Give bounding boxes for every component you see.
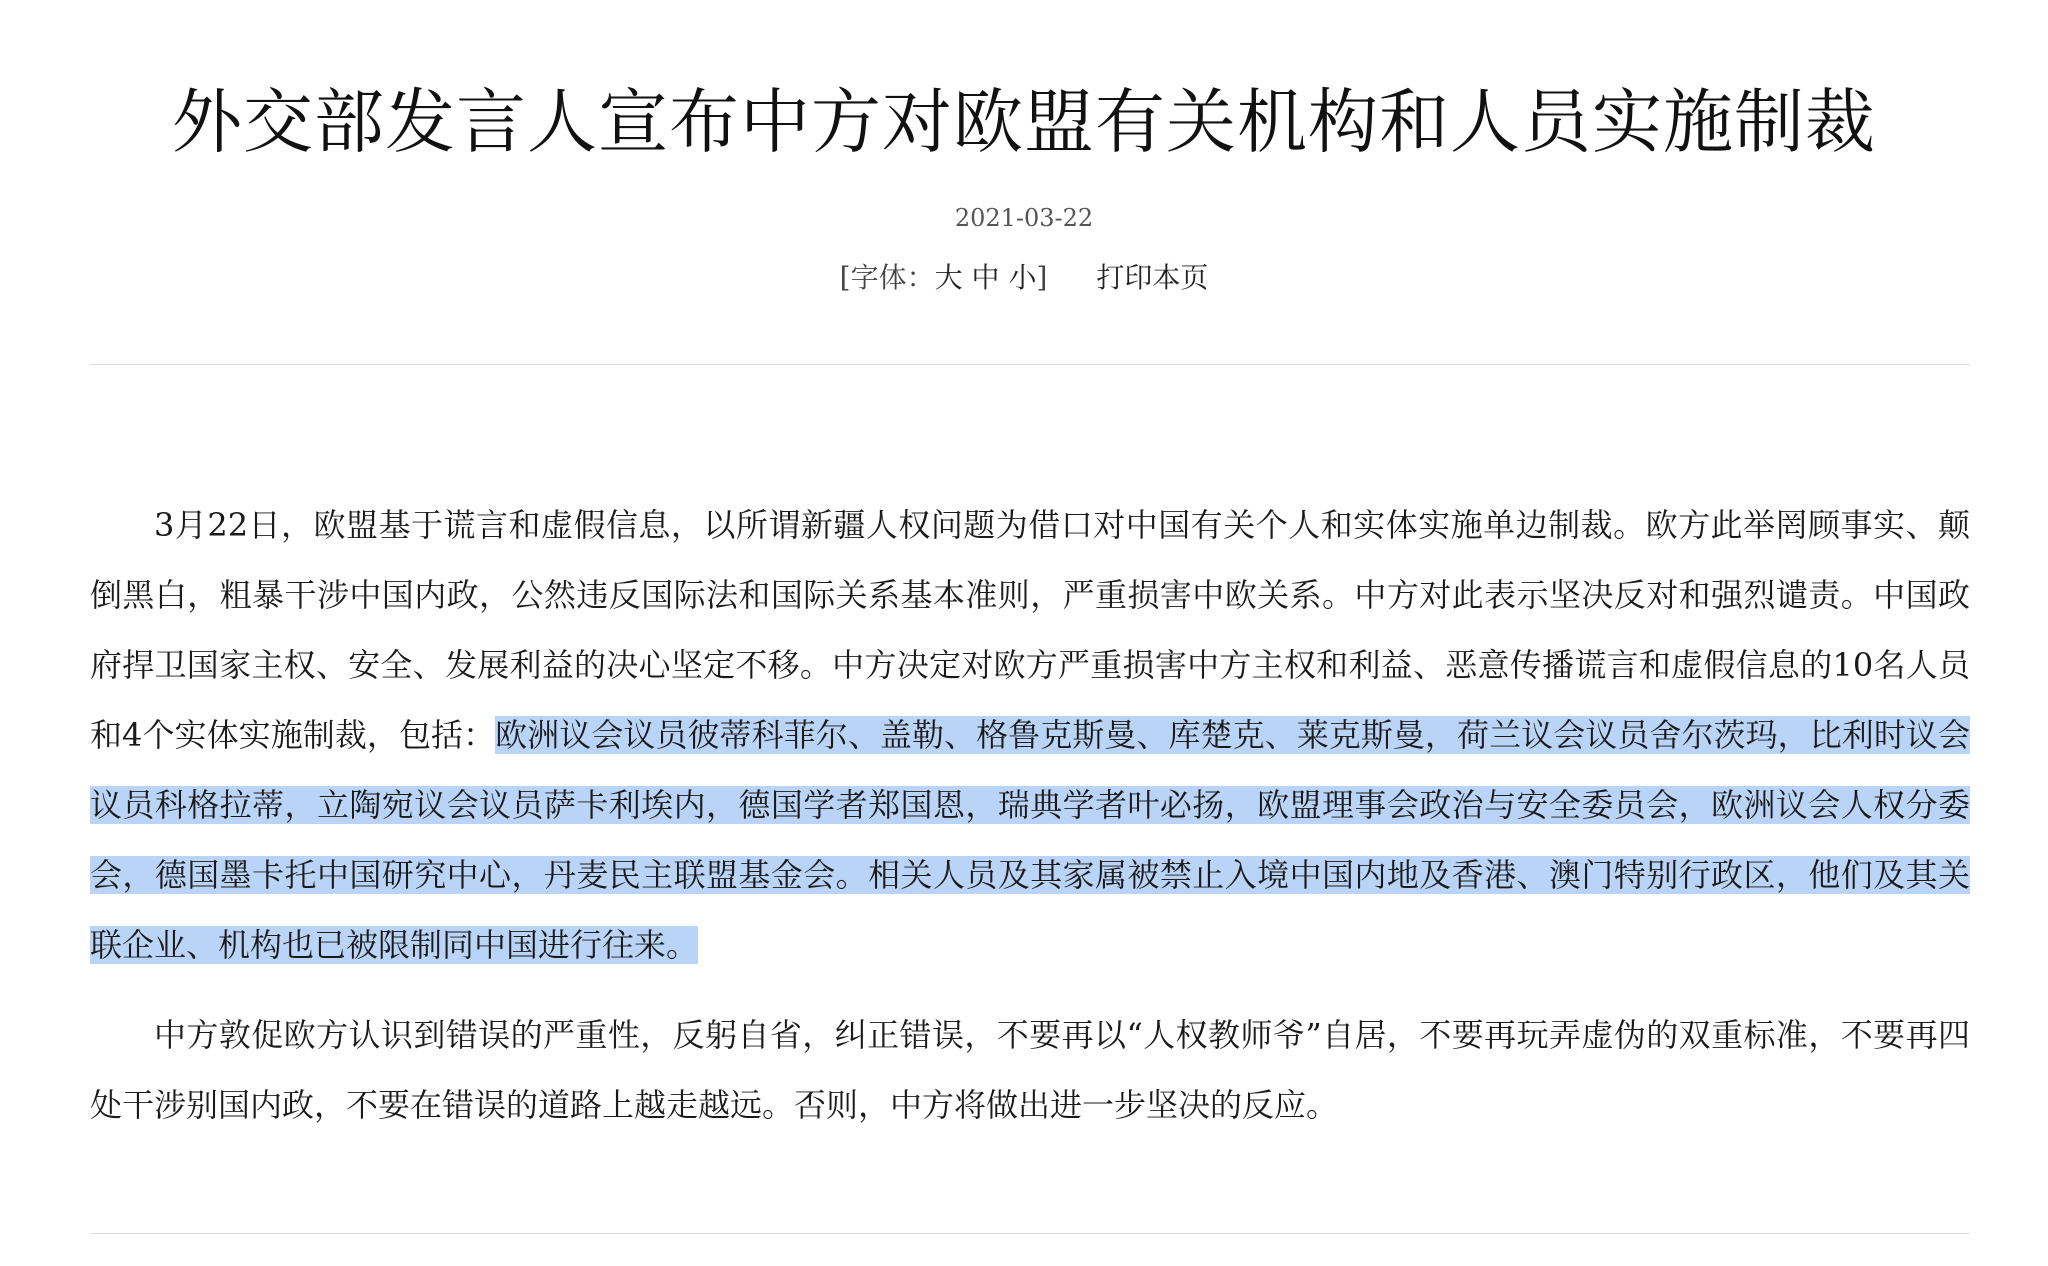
paragraph-2: 中方敦促欧方认识到错误的严重性，反躬自省，纠正错误，不要再以“人权教师爷”自居，不要再玩弄虚伪的双重标准，不要再四处干涉别国内政，不要在错误的道路上越走越远。否则，中方将做出进一步坚决的反应。 (90, 1016, 1970, 1124)
print-page-link[interactable]: 打印本页 (1096, 261, 1209, 294)
publish-date: 2021-03-22 (954, 204, 1094, 232)
article-body (90, 490, 1970, 1140)
font-size-medium-link[interactable]: 中 (971, 261, 1000, 294)
font-size-small-link[interactable]: 小 (1008, 261, 1037, 294)
font-size-large-link[interactable]: 大 (934, 261, 963, 294)
selected-text-highlight[interactable]: 欧洲议会议员彼蒂科菲尔、盖勒、格鲁克斯曼、库楚克、莱克斯曼，荷兰议会议员舍尔茨玛，比利时议会议员科格拉蒂，立陶宛议会议员萨卡利埃内，德国学者郑国恩，瑞典学者叶必扬，欧盟理事会政治与安全委员会，欧洲议会人权分委会，德国墨卡托中国研究中心，丹麦民主联盟基金会。相关人员及其家属被禁止入境中国内地及香港、澳门特别行政区，他们及其关联企业、机构也已被限制同中国进行往来。 (90, 716, 1970, 964)
header-divider (90, 364, 1970, 365)
footer-divider (90, 1233, 1970, 1234)
font-size-label: [字体： (839, 261, 935, 294)
paragraph-1 (90, 490, 1970, 980)
paragraph-1-text: 3月22日，欧盟基于谎言和虚假信息，以所谓新疆人权问题为借口对中国有关个人和实体实施单边制裁。欧方此举罔顾事实、颠倒黑白，粗暴干涉中国内政，公然违反国际法和国际关系基本准则，严重损害中欧关系。中方对此表示坚决反对和强烈谴责。中国政府捍卫国家主权、安全、发展利益的决心坚定不移。中方决定对欧方严重损害中方主权和利益、恶意传播谎言和虚假信息的10名人员和4个实体实施制裁，包括： (90, 506, 1970, 754)
font-size-controls (0, 258, 2048, 298)
page-title: 外交部发言人宣布中方对欧盟有关机构和人员实施制裁 (172, 81, 1876, 163)
font-size-bracket-close: ] (1036, 261, 1048, 294)
